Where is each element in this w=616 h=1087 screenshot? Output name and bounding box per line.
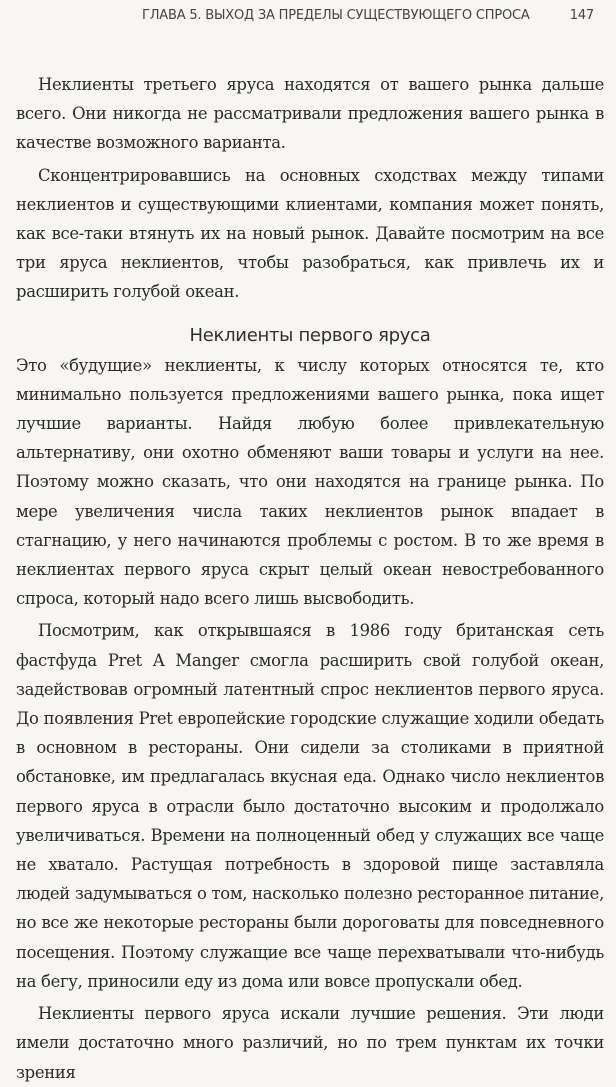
paragraph-similarities: Сконцентрировавшись на основных сходствах между типами неклиентов и существующими клиентами, компания может понять, как все-таки втянуть их на новый рынок. Давайте посмотрим на все три яруса неклиентов, чтобы разобраться, как привлечь их и расширить голубой океан. [16, 165, 604, 302]
running-header [0, 0, 616, 34]
section-heading: Неклиенты первого яруса [189, 324, 431, 346]
paragraph-pret-a-manger: Посмотрим, как открывшаяся в 1986 году британская сеть фастфуда Pret A Manger смогла расширить свой голубой океан, задействовав огромный латентный спрос неклиентов первого яруса. До появления Pret европейские городские служащие ходили обедать в основном в рестораны. Они сидели за столиками в приятной обстановке, им предлагалась вкусная еда. Однако число неклиентов первого яруса в отрасли было достаточно высоким и продолжало увеличиваться. Времени на полноценный обед у служащих все чаще не хватало. Растущая потребность в здоровой пище заставляла людей задумываться о том, насколько полезно ресторанное питание, но все же некоторые рестораны были дороговаты для повседневного посещения. Поэтому служащие все чаще перехватывали что-нибудь на бегу, приносили еду из дома или вовсе пропускали обед. [16, 621, 604, 991]
paragraph-tier-three: Неклиенты третьего яруса находятся от вашего рынка дальше всего. Они никогда не рассматривали предложения вашего рынка в качестве возможного варианта. [16, 75, 604, 153]
paragraph-future-nonclients: Это «будущие» неклиенты, к числу которых относятся те, кто минимально пользуется предложениями вашего рынка, пока ищет лучшие варианты. Найдя любую более привлекательную альтернативу, они охотно обменяют ваши товары и услуги на нее. Поэтому можно сказать, что они находятся на границе рынка. По мере увеличения числа таких неклиентов рынок впадает в стагнацию, у него начинаются проблемы с ростом. В то же время в неклиентах первого яруса скрыт целый океан невостребованного спроса, который надо всего лишь высвободить. [16, 355, 604, 609]
chapter-title: ГЛАВА 5. ВЫХОД ЗА ПРЕДЕЛЫ СУЩЕСТВУЮЩЕГО СПРОСА [142, 8, 530, 23]
page-body [16, 70, 604, 1087]
page-number: 147 [569, 8, 594, 23]
paragraph-better-solutions: Неклиенты первого яруса искали лучшие решения. Эти люди имели достаточно много различий, но по трем пунктам их точки зрения [16, 1004, 604, 1082]
